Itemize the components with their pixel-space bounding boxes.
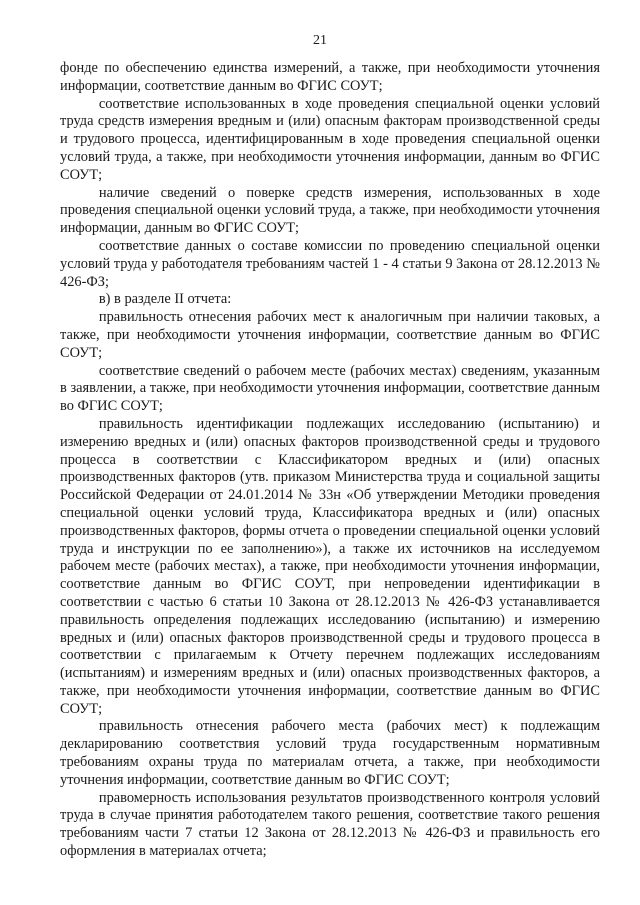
paragraph: правильность идентификации подлежащих исследованию (испытанию) и измерению вредных и (или) опасных факторов производственной среды и трудового процесса в соответствии с Классификатором вредных и (или) опасных производственных факторов (утв. приказом Министерства труда и социальной защиты Российской Федерации от 24.01.2014 № 33н «Об утверждении Методики проведения специальной оценки условий труда, Классификатора вредных и (или) опасных производственных факторов, формы отчета о проведении специальной оценки условий труда и инструкции по ее заполнению»), а также их источников на исследуемом рабочем месте (рабочих местах), а также, при необходимости уточнения информации, соответствие данным во ФГИС СОУТ, при непроведении идентификации в соответствии с частью 6 статьи 10 Закона от 28.12.2013 № 426-ФЗ устанавливается правильность определения подлежащих исследованию (испытанию) и измерению вредных и (или) опасных факторов производственной среды и трудового процесса в соответствии с прилагаемым к Отчету перечнем подлежащих исследованиям (испытаниям) и измерениям вредных и (или) опасных производственных факторов, а также, при необходимости уточнения информации, соответствие данным во ФГИС СОУТ;	[60, 415, 600, 717]
paragraph: правомерность использования результатов производственного контроля условий труда в случае принятия работодателем такого решения, соответствие такого решения требованиям части 7 статьи 12 Закона от 28.12.2013 № 426-ФЗ и правильность его оформления в материалах отчета;	[60, 789, 600, 860]
paragraph: правильность отнесения рабочих мест к аналогичным при наличии таковых, а также, при необходимости уточнения информации, соответствие данным во ФГИС СОУТ;	[60, 309, 600, 361]
page-number: 21	[313, 33, 327, 48]
section-heading: в) в разделе II отчета:	[98, 291, 232, 308]
paragraph: соответствие данных о составе комиссии по проведению специальной оценки условий труда у работодателя требованиям частей 1 - 4 статьи 9 Закона от 28.12.2013 № 426-ФЗ;	[60, 237, 600, 290]
paragraph: правильность отнесения рабочего места (рабочих мест) к подлежащим декларированию соответствия условий труда государственным нормативным требованиям охраны труда по материалам отчета, а также, при необходимости уточнения информации, соответствие данным во ФГИС СОУТ;	[60, 718, 600, 788]
paragraph: наличие сведений о поверке средств измерения, использованных в ходе проведения специальной оценки условий труда, а также, при необходимости уточнения информации, данным во ФГИС СОУТ;	[60, 184, 600, 237]
paragraph: соответствие сведений о рабочем месте (рабочих местах) сведениям, указанным в заявлении, а также, при необходимости уточнения информации, соответствие данным во ФГИС СОУТ;	[60, 362, 600, 415]
document-body	[60, 60, 600, 861]
paragraph: фонде по обеспечению единства измерений, а также, при необходимости уточнения информации, соответствие данным во ФГИС СОУТ;	[60, 60, 600, 94]
paragraph: соответствие использованных в ходе проведения специальной оценки условий труда средств измерения вредным и (или) опасным факторам производственной среды и трудового процесса, идентифицированным в ходе проведения специальной оценки условий труда, а также, при необходимости уточнения информации, данным во ФГИС СОУТ;	[60, 95, 600, 183]
